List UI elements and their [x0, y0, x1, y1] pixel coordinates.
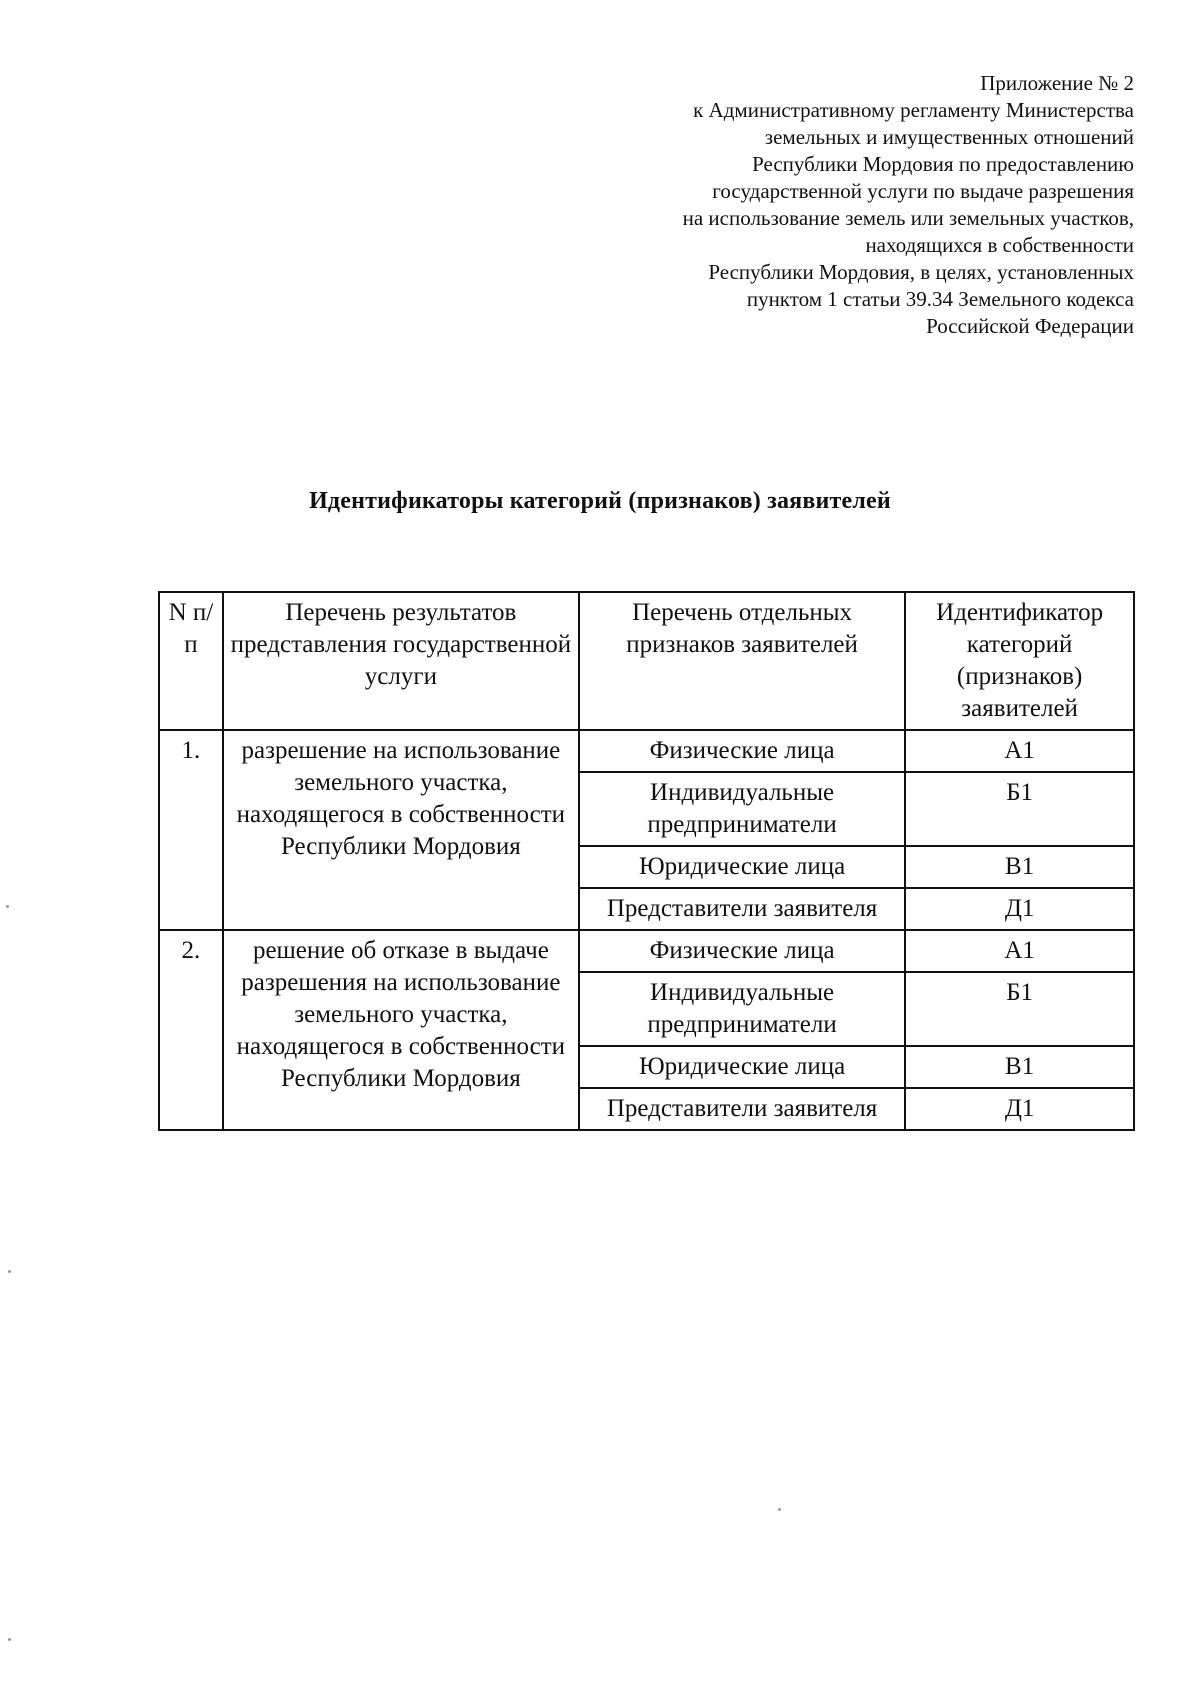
row-number: 1. [159, 730, 223, 930]
document-title: Идентификаторы категорий (признаков) заявителей [309, 488, 891, 514]
scan-speck [778, 1508, 781, 1511]
applicant-feature: Юридические лица [579, 846, 905, 888]
appendix-line: пунктом 1 статьи 39.34 Земельного кодекса [746, 287, 1134, 311]
row-number: 2. [159, 930, 223, 1130]
category-identifier: А1 [905, 930, 1134, 972]
table-header-row [159, 592, 1134, 730]
applicant-feature: Индивидуальные предприниматели [579, 972, 905, 1046]
appendix-header [514, 70, 1134, 340]
table-row [159, 730, 1134, 772]
scan-speck [6, 905, 9, 908]
appendix-line: земельных и имущественных отношений [764, 125, 1134, 149]
applicant-feature: Юридические лица [579, 1046, 905, 1088]
appendix-line: Российской Федерации [926, 314, 1134, 338]
appendix-line: государственной услуги по выдаче разрешения [712, 179, 1134, 203]
appendix-line: Приложение № 2 [980, 71, 1134, 95]
applicant-feature: Представители заявителя [579, 1088, 905, 1130]
applicant-feature: Физические лица [579, 930, 905, 972]
header-results: Перечень результатов представления государственной услуги [223, 592, 579, 730]
category-identifier: В1 [905, 846, 1134, 888]
scan-speck [8, 1270, 11, 1273]
scan-speck [8, 1638, 11, 1641]
applicant-feature: Индивидуальные предприниматели [579, 772, 905, 846]
header-num: N п/п [159, 592, 223, 730]
category-identifier: В1 [905, 1046, 1134, 1088]
appendix-line: Республики Мордовия по предоставлению [752, 152, 1134, 176]
identifiers-table [158, 591, 1135, 1131]
appendix-line: Республики Мордовия, в целях, установленных [708, 260, 1134, 284]
result-description: решение об отказе в выдаче разрешения на использование земельного участка, находящегося в собственности Республики Мордовия [223, 930, 579, 1130]
category-identifier: Б1 [905, 772, 1134, 846]
applicant-feature: Представители заявителя [579, 888, 905, 930]
header-features: Перечень отдельных признаков заявителей [579, 592, 905, 730]
result-description: разрешение на использование земельного участка, находящегося в собственности Республики Мордовия [223, 730, 579, 930]
appendix-line: на использование земель или земельных участков, [682, 206, 1134, 230]
category-identifier: Б1 [905, 972, 1134, 1046]
category-identifier: Д1 [905, 1088, 1134, 1130]
appendix-line: к Административному регламенту Министерства [693, 98, 1134, 122]
appendix-line: находящихся в собственности [865, 233, 1134, 257]
applicant-feature: Физические лица [579, 730, 905, 772]
category-identifier: Д1 [905, 888, 1134, 930]
header-identifier: Идентификатор категорий (признаков) заявителей [905, 592, 1134, 730]
table-row [159, 930, 1134, 972]
category-identifier: А1 [905, 730, 1134, 772]
